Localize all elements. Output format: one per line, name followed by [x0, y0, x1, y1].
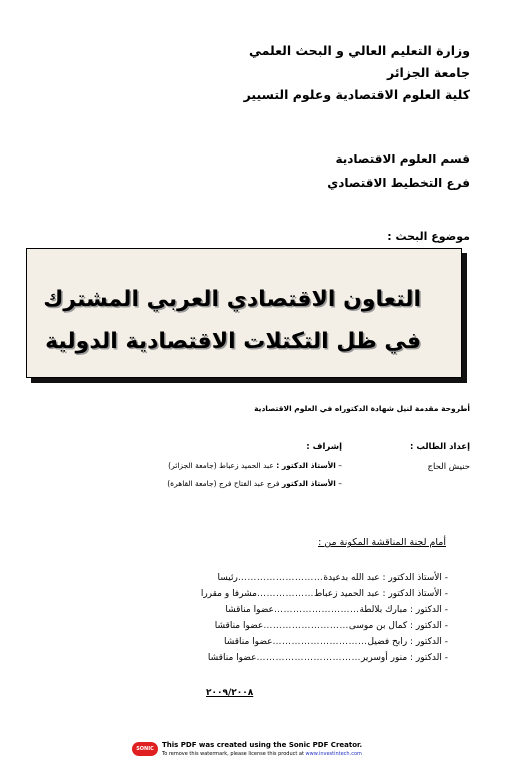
dotted-leader: ……………………… [237, 573, 324, 583]
supervisor-2: – الأستاذ الدكتور فرج عبد الفتاح فرج (جامعة القاهرة) [167, 479, 342, 488]
branch-name: فرع التخطيط الاقتصادي [327, 176, 470, 190]
supervisor-1-name: عبد الحميد زعباط (جامعة الجزائر) [168, 461, 274, 470]
member-name: - الأستاذ الدكتور : عبد الله بدعيدة [323, 573, 448, 583]
dotted-leader: ……………………… [273, 605, 360, 615]
ministry-name: وزارة التعليم العالي و البحث العلمي [248, 43, 470, 58]
supervisor-2-name: فرج عبد الفتاح فرج (جامعة القاهرة) [167, 479, 280, 488]
member-name: - الأستاذ الدكتور : عبد الحميد زعباط [313, 589, 448, 599]
member-role: عضوا مناقشا [223, 637, 273, 647]
watermark-sub-prefix: To remove this watermark, please license this product at [162, 751, 306, 757]
member-role: عضوا مناقشا [214, 621, 264, 631]
supervisor-1-title: الأستاذ الدكتور : [276, 461, 336, 470]
member-name: - الدكتور : كمال بن موسى [348, 621, 448, 631]
thesis-title-line-2: في ظل التكتلات الاقتصادية الدولية [45, 329, 421, 354]
committee-title: أمام لجنة المناقشة المكونة من : [318, 537, 446, 548]
student-block [380, 442, 470, 472]
student-name: حنيش الحاج [427, 462, 470, 472]
committee-member [48, 586, 448, 602]
member-role: مشرفا و مقررا [200, 589, 257, 599]
member-name: - الدكتور : رابح فضيل [367, 637, 448, 647]
department-name: قسم العلوم الاقتصادية [335, 152, 470, 166]
member-name: - الدكتور : منور أوسرير [360, 653, 448, 663]
thesis-note: أطروحة مقدمة لنيل شهادة الدكتوراه في العلوم الاقتصادية [254, 404, 470, 413]
member-role: عضوا مناقشا [225, 605, 274, 615]
dotted-leader: ………………………… [272, 637, 368, 647]
topic-label: موضوع البحث : [387, 230, 470, 243]
dotted-leader: ……………………… [263, 621, 349, 631]
thesis-title-box [26, 248, 462, 378]
university-name: جامعة الجزائر [387, 65, 470, 80]
member-role: عضوا مناقشا [207, 653, 257, 663]
member-name: - الدكتور : مبارك بلالطة [359, 605, 448, 615]
sonic-pdf-logo-icon: SONIC PDF [132, 742, 158, 756]
academic-year: ٢٠٠٩/٢٠٠٨ [206, 688, 254, 698]
dotted-leader: ……………… [256, 589, 314, 599]
pdf-watermark-footer [132, 740, 382, 766]
committee-member [48, 634, 448, 650]
committee-member [48, 650, 448, 666]
faculty-name: كلية العلوم الاقتصادية وعلوم التسيير [243, 87, 470, 102]
watermark-main-text: This PDF was created using the Sonic PDF Creator. [162, 741, 363, 749]
dotted-leader: …………………………… [256, 653, 361, 663]
supervision-block [82, 442, 342, 488]
committee-member [48, 618, 448, 634]
supervisor-2-title: الأستاذ الدكتور [281, 479, 336, 488]
committee-member [48, 570, 448, 586]
committee-members [48, 570, 448, 666]
watermark-sub-text [162, 751, 362, 757]
committee-member [48, 602, 448, 618]
institution-header [90, 40, 470, 106]
supervisor-1: – الأستاذ الدكتور : عبد الحميد زعباط (جامعة الجزائر) [168, 461, 342, 470]
student-label: إعداد الطالب : [410, 442, 470, 452]
supervision-label: إشراف : [306, 442, 342, 452]
department-block [210, 147, 470, 195]
watermark-link[interactable]: www.investintech.com [305, 751, 362, 757]
member-role: رئيسا [217, 573, 238, 583]
thesis-title-line-1: التعاون الاقتصادي العربي المشترك [43, 287, 421, 312]
